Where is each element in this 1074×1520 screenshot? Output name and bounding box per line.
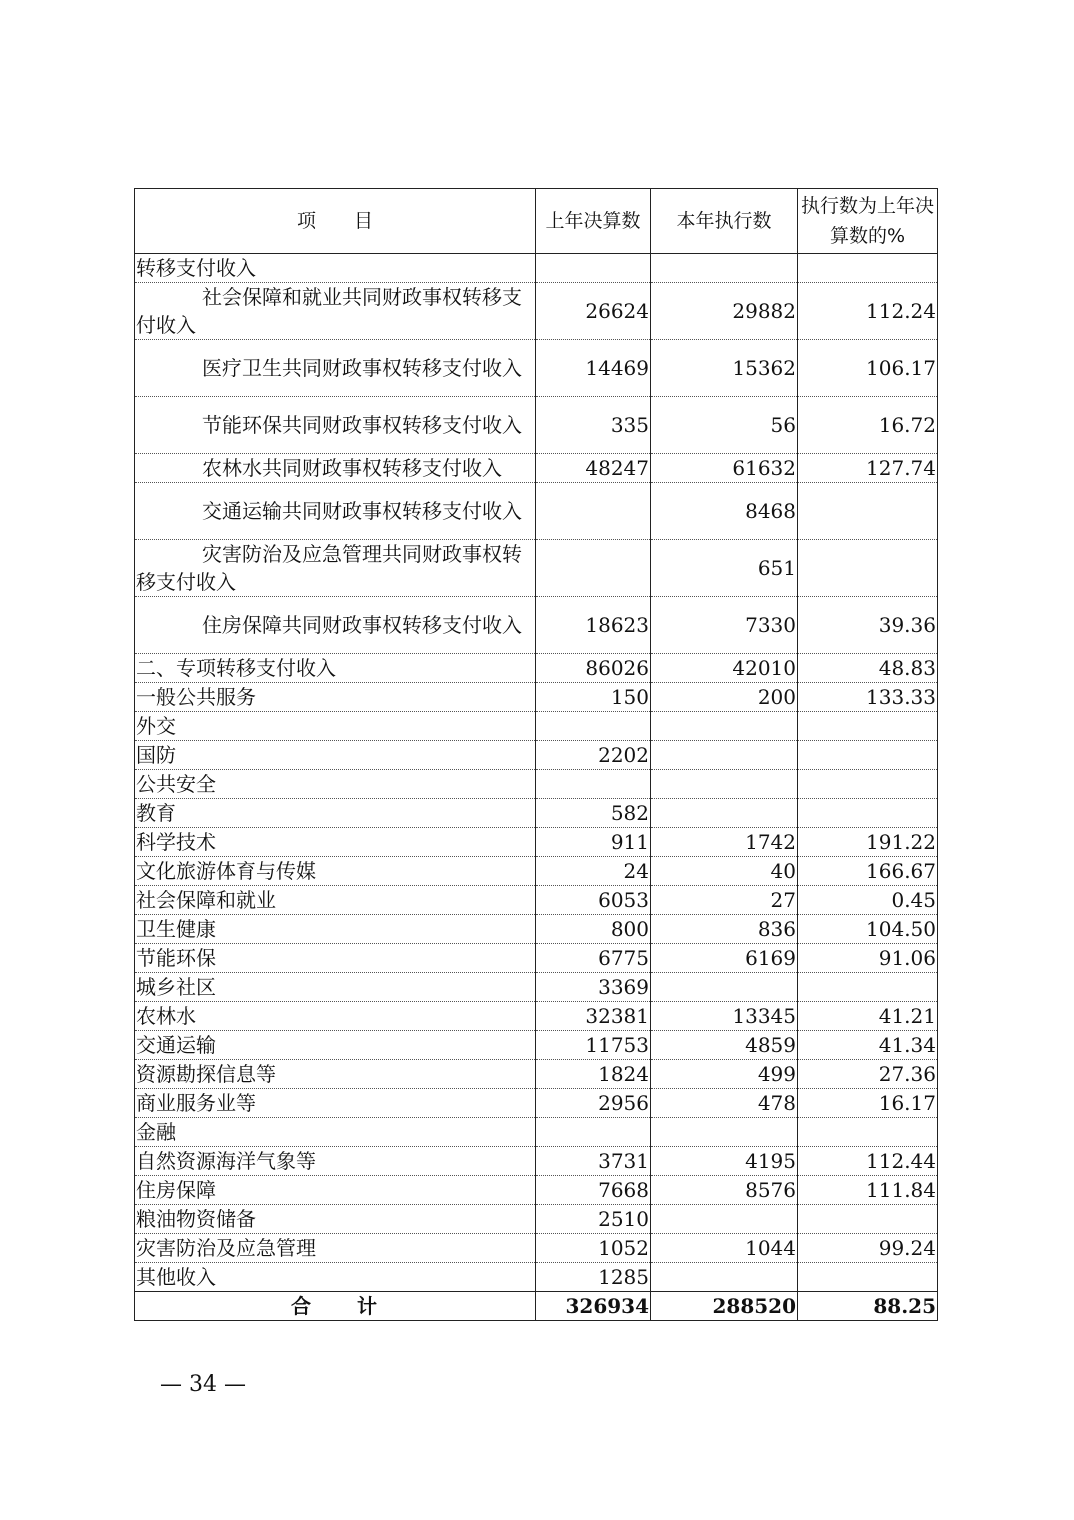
cell-pct [798, 540, 938, 597]
cell-pct: 16.17 [798, 1089, 938, 1118]
table-row [135, 1176, 938, 1205]
header-prev-year: 上年决算数 [536, 189, 651, 254]
cell-prev: 18623 [536, 597, 651, 654]
cell-pct: 112.44 [798, 1147, 938, 1176]
cell-pct [798, 483, 938, 540]
cell-prev: 26624 [536, 283, 651, 340]
row-label: 城乡社区 [135, 973, 536, 1002]
cell-pct: 106.17 [798, 340, 938, 397]
row-label: 文化旅游体育与传媒 [135, 857, 536, 886]
cell-prev: 1824 [536, 1060, 651, 1089]
table-row [135, 712, 938, 741]
table-row [135, 254, 938, 283]
cell-pct: 41.21 [798, 1002, 938, 1031]
cell-curr: 7330 [651, 597, 798, 654]
row-label: 资源勘探信息等 [135, 1060, 536, 1089]
cell-pct: 133.33 [798, 683, 938, 712]
cell-curr: 200 [651, 683, 798, 712]
table-row [135, 1263, 938, 1292]
cell-prev: 32381 [536, 1002, 651, 1031]
row-label: 住房保障共同财政事权转移支付收入 [135, 597, 536, 654]
table-row [135, 1205, 938, 1234]
table-row [135, 828, 938, 857]
cell-curr: 15362 [651, 340, 798, 397]
cell-curr: 42010 [651, 654, 798, 683]
cell-curr: 4195 [651, 1147, 798, 1176]
cell-curr: 40 [651, 857, 798, 886]
row-label: 社会保障和就业 [135, 886, 536, 915]
table-row [135, 483, 938, 540]
cell-pct [798, 973, 938, 1002]
cell-curr: 61632 [651, 454, 798, 483]
table-row [135, 1060, 938, 1089]
row-label: 农林水共同财政事权转移支付收入 [135, 454, 536, 483]
row-label: 卫生健康 [135, 915, 536, 944]
cell-pct: 39.36 [798, 597, 938, 654]
row-label: 农林水 [135, 1002, 536, 1031]
row-label: 社会保障和就业共同财政事权转移支付收入 [135, 283, 536, 340]
row-label: 交通运输 [135, 1031, 536, 1060]
cell-pct [798, 1205, 938, 1234]
row-label: 国防 [135, 741, 536, 770]
cell-pct [798, 712, 938, 741]
cell-curr: 499 [651, 1060, 798, 1089]
cell-curr [651, 799, 798, 828]
cell-pct [798, 799, 938, 828]
cell-prev: 7668 [536, 1176, 651, 1205]
table-row [135, 283, 938, 340]
cell-curr [651, 254, 798, 283]
cell-prev: 6775 [536, 944, 651, 973]
cell-pct: 112.24 [798, 283, 938, 340]
cell-curr [651, 770, 798, 799]
row-label: 公共安全 [135, 770, 536, 799]
row-label: 科学技术 [135, 828, 536, 857]
cell-curr [651, 1118, 798, 1147]
table-row [135, 915, 938, 944]
cell-curr [651, 712, 798, 741]
cell-prev [536, 540, 651, 597]
cell-prev: 2202 [536, 741, 651, 770]
cell-pct [798, 741, 938, 770]
header-item: 项 目 [135, 189, 536, 254]
cell-curr: 29882 [651, 283, 798, 340]
cell-prev: 2510 [536, 1205, 651, 1234]
table-row [135, 944, 938, 973]
table-row [135, 1031, 938, 1060]
cell-pct: 27.36 [798, 1060, 938, 1089]
table-row [135, 857, 938, 886]
row-label: 一般公共服务 [135, 683, 536, 712]
cell-prev: 2956 [536, 1089, 651, 1118]
row-label: 外交 [135, 712, 536, 741]
cell-prev: 1285 [536, 1263, 651, 1292]
cell-curr [651, 741, 798, 770]
row-label: 灾害防治及应急管理共同财政事权转移支付收入 [135, 540, 536, 597]
cell-prev: 11753 [536, 1031, 651, 1060]
cell-prev: 3731 [536, 1147, 651, 1176]
budget-table [134, 188, 938, 1321]
cell-prev: 3369 [536, 973, 651, 1002]
row-label: 节能环保 [135, 944, 536, 973]
cell-curr [651, 1205, 798, 1234]
row-label: 节能环保共同财政事权转移支付收入 [135, 397, 536, 454]
table-row [135, 741, 938, 770]
cell-pct [798, 1263, 938, 1292]
cell-prev: 150 [536, 683, 651, 712]
table-row [135, 597, 938, 654]
table-header-row [135, 189, 938, 254]
cell-pct: 48.83 [798, 654, 938, 683]
table-row [135, 454, 938, 483]
cell-pct: 0.45 [798, 886, 938, 915]
row-label: 商业服务业等 [135, 1089, 536, 1118]
table-row [135, 340, 938, 397]
cell-pct: 127.74 [798, 454, 938, 483]
row-label: 金融 [135, 1118, 536, 1147]
cell-pct [798, 1118, 938, 1147]
table-row [135, 1234, 938, 1263]
cell-pct [798, 770, 938, 799]
total-curr: 288520 [651, 1292, 798, 1321]
cell-pct: 104.50 [798, 915, 938, 944]
cell-pct [798, 254, 938, 283]
cell-curr: 651 [651, 540, 798, 597]
row-label: 粮油物资储备 [135, 1205, 536, 1234]
cell-pct: 16.72 [798, 397, 938, 454]
cell-curr [651, 1263, 798, 1292]
cell-curr: 8576 [651, 1176, 798, 1205]
total-pct: 88.25 [798, 1292, 938, 1321]
table-row [135, 973, 938, 1002]
cell-prev: 6053 [536, 886, 651, 915]
cell-prev: 86026 [536, 654, 651, 683]
table-row [135, 1089, 938, 1118]
table-row [135, 1147, 938, 1176]
cell-prev: 14469 [536, 340, 651, 397]
row-label: 灾害防治及应急管理 [135, 1234, 536, 1263]
table-row [135, 654, 938, 683]
header-percent: 执行数为上年决算数的% [798, 189, 938, 254]
cell-pct: 191.22 [798, 828, 938, 857]
cell-prev: 911 [536, 828, 651, 857]
table-row [135, 540, 938, 597]
total-prev: 326934 [536, 1292, 651, 1321]
cell-curr: 27 [651, 886, 798, 915]
cell-pct: 166.67 [798, 857, 938, 886]
cell-curr: 478 [651, 1089, 798, 1118]
cell-curr: 836 [651, 915, 798, 944]
total-label: 合 计 [135, 1292, 536, 1321]
table-row [135, 1002, 938, 1031]
table-row [135, 397, 938, 454]
cell-prev: 335 [536, 397, 651, 454]
row-label: 自然资源海洋气象等 [135, 1147, 536, 1176]
table-row [135, 1118, 938, 1147]
cell-prev: 1052 [536, 1234, 651, 1263]
table-row [135, 683, 938, 712]
table-row [135, 886, 938, 915]
cell-prev [536, 254, 651, 283]
header-current-year: 本年执行数 [651, 189, 798, 254]
cell-curr: 8468 [651, 483, 798, 540]
cell-prev: 582 [536, 799, 651, 828]
cell-curr: 6169 [651, 944, 798, 973]
cell-curr: 1044 [651, 1234, 798, 1263]
row-label: 转移支付收入 [135, 254, 536, 283]
cell-prev: 24 [536, 857, 651, 886]
cell-curr [651, 973, 798, 1002]
cell-pct: 99.24 [798, 1234, 938, 1263]
cell-curr: 13345 [651, 1002, 798, 1031]
cell-pct: 91.06 [798, 944, 938, 973]
cell-prev [536, 1118, 651, 1147]
page-number: — 34 — [160, 1372, 246, 1397]
cell-curr: 1742 [651, 828, 798, 857]
cell-prev: 48247 [536, 454, 651, 483]
cell-pct: 111.84 [798, 1176, 938, 1205]
row-label: 交通运输共同财政事权转移支付收入 [135, 483, 536, 540]
table-row [135, 770, 938, 799]
row-label: 二、专项转移支付收入 [135, 654, 536, 683]
row-label: 医疗卫生共同财政事权转移支付收入 [135, 340, 536, 397]
cell-prev [536, 770, 651, 799]
table-row [135, 799, 938, 828]
row-label: 住房保障 [135, 1176, 536, 1205]
total-row [135, 1292, 938, 1321]
cell-prev [536, 712, 651, 741]
cell-curr: 4859 [651, 1031, 798, 1060]
cell-prev [536, 483, 651, 540]
cell-prev: 800 [536, 915, 651, 944]
row-label: 其他收入 [135, 1263, 536, 1292]
cell-pct: 41.34 [798, 1031, 938, 1060]
row-label: 教育 [135, 799, 536, 828]
cell-curr: 56 [651, 397, 798, 454]
